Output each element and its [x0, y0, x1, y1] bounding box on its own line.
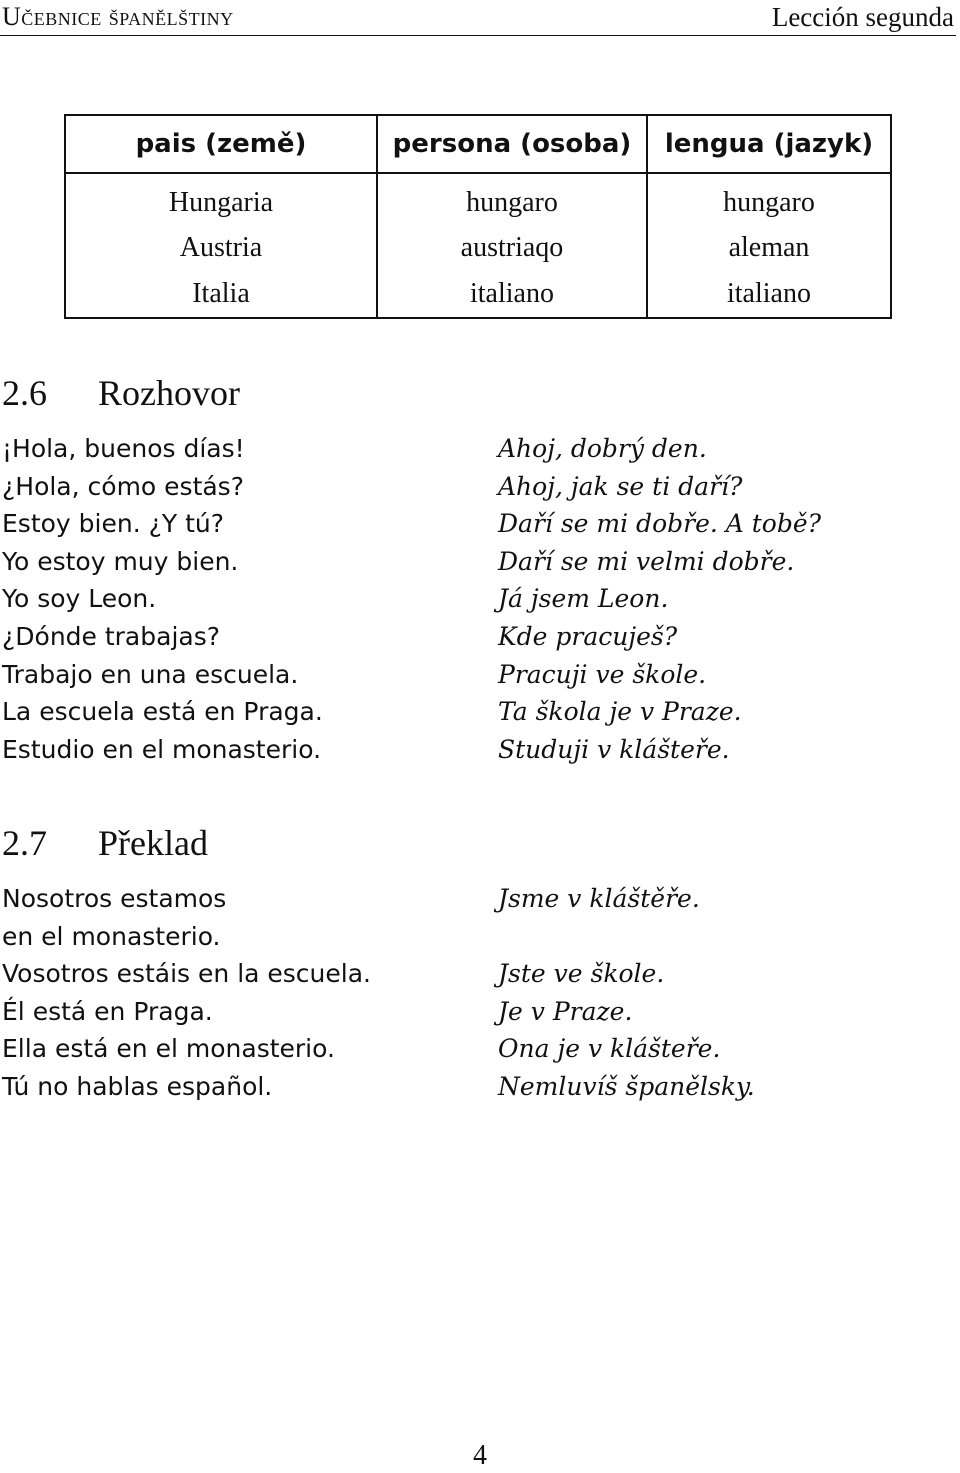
list-item — [0, 434, 960, 472]
spanish-line: Estudio en el monasterio. — [2, 734, 322, 764]
book-title: Učebnice španělštiny — [2, 2, 234, 31]
list-item — [0, 959, 960, 997]
list-item — [0, 1034, 960, 1072]
czech-line: Já jsem Leon. — [498, 584, 669, 614]
czech-line: Ahoj, dobrý den. — [498, 434, 707, 463]
section-number: 2.7 — [2, 823, 47, 863]
spanish-line: Yo soy Leon. — [2, 584, 157, 614]
table-spacer — [65, 173, 891, 180]
table-row — [65, 180, 891, 225]
czech-line: Daří se mi velmi dobře. — [498, 546, 795, 576]
table-cell: Austria — [65, 225, 377, 270]
spanish-line: Vosotros estáis en la escuela. — [2, 959, 371, 989]
czech-line: Pracuji ve škole. — [498, 659, 707, 689]
czech-line: Daří se mi dobře. A tobě? — [498, 509, 822, 539]
list-item — [0, 547, 960, 585]
table-cell: aleman — [647, 225, 891, 270]
section-heading-preklad — [2, 822, 208, 864]
table-cell: austriaqo — [377, 225, 647, 270]
table-cell: italiano — [647, 270, 891, 318]
header-language: lengua (jazyk) — [647, 115, 891, 173]
header-rule — [0, 35, 956, 36]
table-header-row — [65, 115, 891, 173]
table-cell: Hungaria — [65, 180, 377, 225]
section-title: Překlad — [98, 823, 208, 863]
table-cell: Italia — [65, 270, 377, 318]
page-number: 4 — [473, 1440, 487, 1471]
czech-line: Jste ve škole. — [498, 959, 665, 989]
lesson-title: Lección segunda — [771, 2, 954, 32]
czech-line: Je v Praze. — [498, 996, 633, 1026]
section-number: 2.6 — [2, 373, 47, 413]
czech-line: Ta škola je v Praze. — [498, 697, 742, 727]
section-title: Rozhovor — [98, 373, 240, 413]
spanish-line: Estoy bien. ¿Y tú? — [2, 509, 224, 539]
spanish-line: Trabajo en una escuela. — [2, 659, 299, 689]
list-item — [0, 472, 960, 510]
spanish-line: ¿Dónde trabajas? — [2, 621, 221, 651]
list-item — [0, 922, 960, 960]
list-item — [0, 622, 960, 660]
header-country: pais (země) — [65, 115, 377, 173]
czech-line: Nemluvíš španělsky. — [498, 1071, 755, 1101]
list-item — [0, 1072, 960, 1110]
list-item — [0, 660, 960, 698]
czech-line: Jsme v kláštěře. — [498, 884, 700, 913]
list-item — [0, 584, 960, 622]
czech-line: Kde pracuješ? — [498, 621, 678, 651]
spanish-line: ¡Hola, buenos días! — [2, 434, 245, 463]
czech-line: Ahoj, jak se ti daří? — [498, 471, 743, 501]
section-heading-rozhovor — [2, 372, 240, 414]
list-item — [0, 509, 960, 547]
header-person: persona (osoba) — [377, 115, 647, 173]
czech-line: Studuji v klášteře. — [498, 734, 730, 764]
list-item — [0, 997, 960, 1035]
spanish-line: Nosotros estamos — [2, 884, 227, 913]
spanish-line: Yo estoy muy bien. — [2, 546, 239, 576]
dialogue-list — [0, 434, 960, 772]
list-item — [0, 697, 960, 735]
running-header — [0, 0, 960, 34]
vocabulary-table — [64, 114, 892, 319]
table-cell: italiano — [377, 270, 647, 318]
table-cell: hungaro — [377, 180, 647, 225]
spanish-line: La escuela está en Praga. — [2, 697, 323, 727]
table-row — [65, 225, 891, 270]
list-item — [0, 735, 960, 773]
translation-list — [0, 884, 960, 1110]
spanish-line: en el monasterio. — [2, 921, 221, 951]
spanish-line: ¿Hola, cómo estás? — [2, 471, 244, 501]
list-item — [0, 884, 960, 922]
spanish-line: Él está en Praga. — [2, 996, 213, 1026]
spanish-line: Tú no hablas español. — [2, 1071, 273, 1101]
table-row — [65, 270, 891, 318]
table-cell: hungaro — [647, 180, 891, 225]
spanish-line: Ella está en el monasterio. — [2, 1034, 335, 1064]
czech-line: Ona je v klášteře. — [498, 1034, 721, 1064]
